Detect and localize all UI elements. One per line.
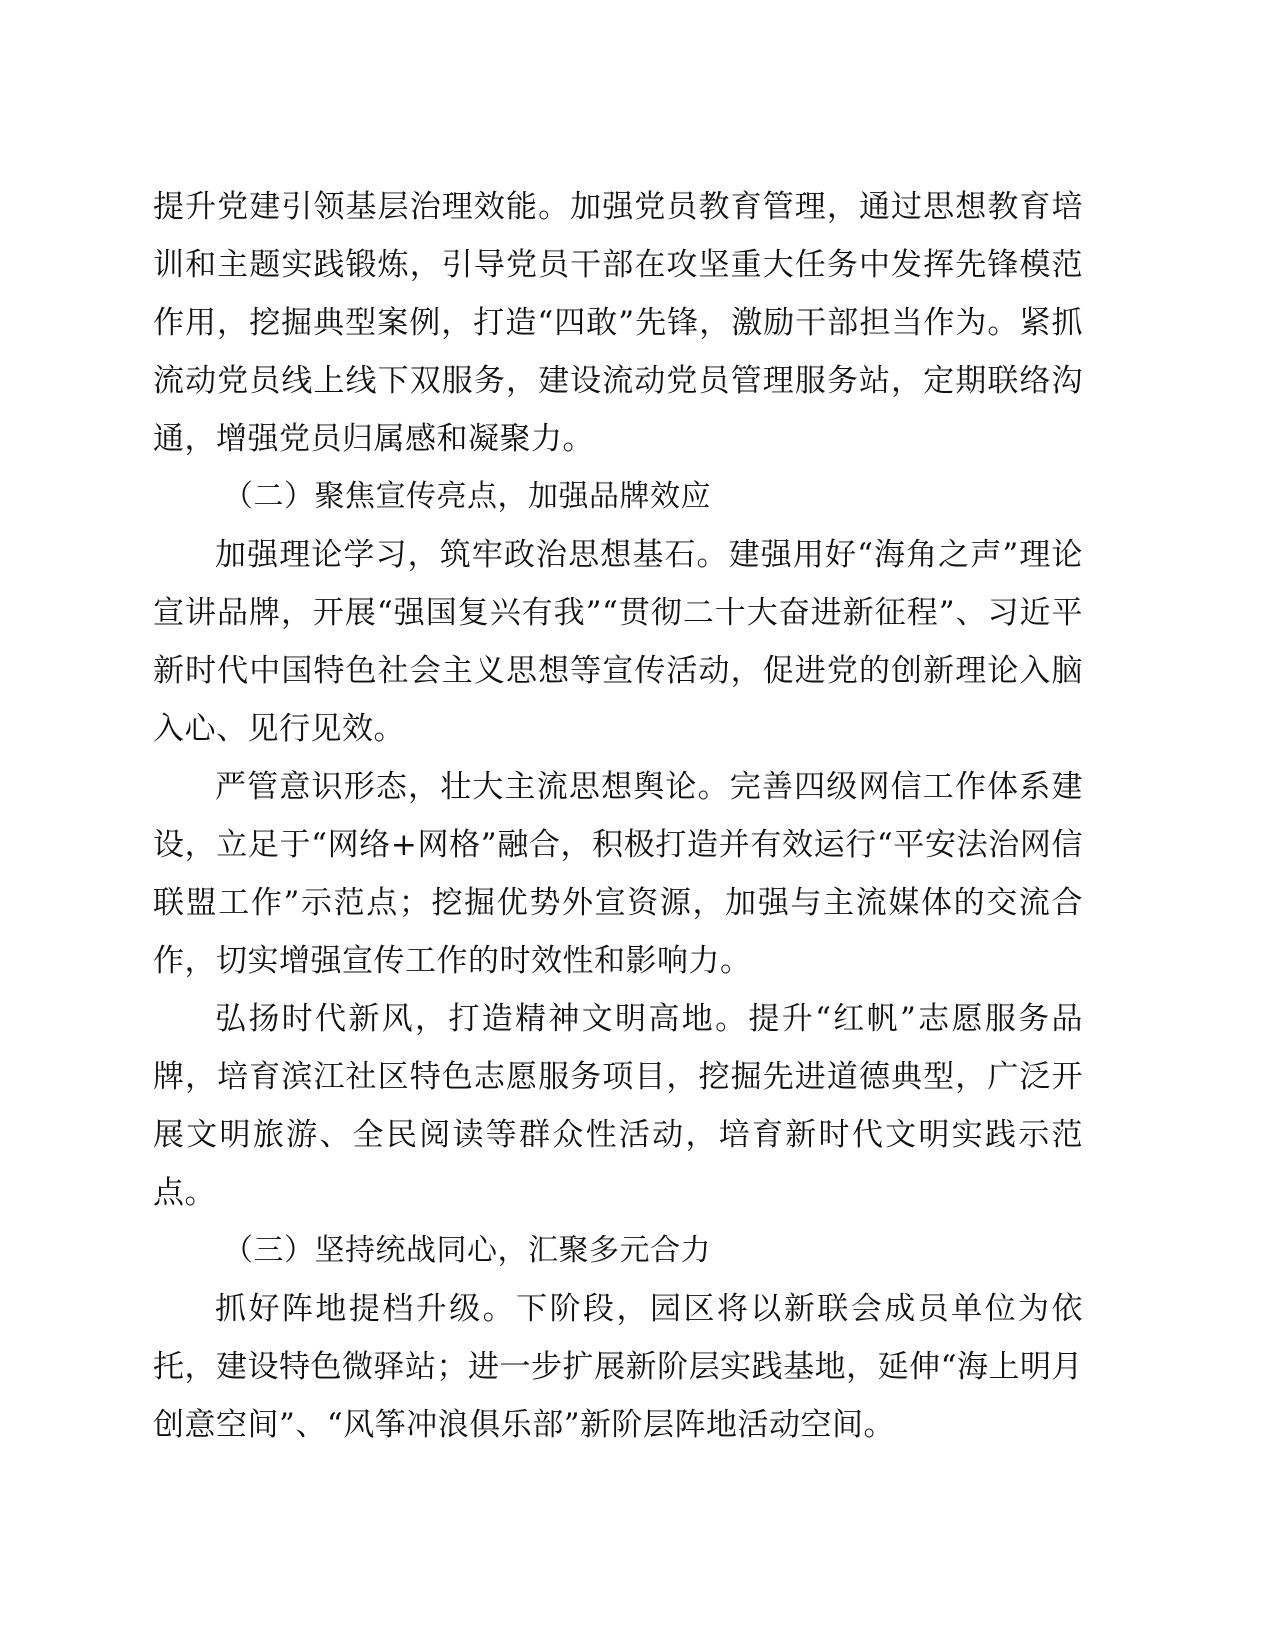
section-heading-united-front: （三）坚持统战同心，汇聚多元合力 bbox=[223, 1233, 711, 1268]
document-body bbox=[153, 178, 1083, 1454]
paragraph-party-building: 提升党建引领基层治理效能。加强党员教育管理，通过思想教育培训和主题实践锻炼，引导党员干部在攻坚重大任务中发挥先锋模范作用，挖掘典型案例，打造“四敢”先锋，激励干部担当作为。紧抓流动党员线上线下双服务，建设流动党员管理服务站，定期联络沟通，增强党员归属感和凝聚力。 bbox=[153, 189, 1083, 457]
section-heading-publicity: （二）聚焦宣传亮点，加强品牌效应 bbox=[223, 479, 711, 514]
paragraph-civilization: 弘扬时代新风，打造精神文明高地。提升“红帆”志愿服务品牌，培育滨江社区特色志愿服务项目，挖掘先进道德典型，广泛开展文明旅游、全民阅读等群众性活动，培育新时代文明实践示范点。 bbox=[153, 1001, 1083, 1211]
paragraph-base-upgrade: 抓好阵地提档升级。下阶段，园区将以新联会成员单位为依托，建设特色微驿站；进一步扩展新阶层实践基地，延伸“海上明月创意空间”、“风筝冲浪俱乐部”新阶层阵地活动空间。 bbox=[153, 1291, 1083, 1443]
paragraph-theory-study: 加强理论学习，筑牢政治思想基石。建强用好“海角之声”理论宣讲品牌，开展“强国复兴有我”“贯彻二十大奋进新征程”、习近平新时代中国特色社会主义思想等宣传活动，促进党的创新理论入脑入心、见行见效。 bbox=[153, 537, 1083, 747]
paragraph-ideology-management: 严管意识形态，壮大主流思想舆论。完善四级网信工作体系建设，立足于“网络+网格”融合，积极打造并有效运行“平安法治网信联盟工作”示范点；挖掘优势外宣资源，加强与主流媒体的交流合作，切实增强宣传工作的时效性和影响力。 bbox=[153, 769, 1083, 979]
